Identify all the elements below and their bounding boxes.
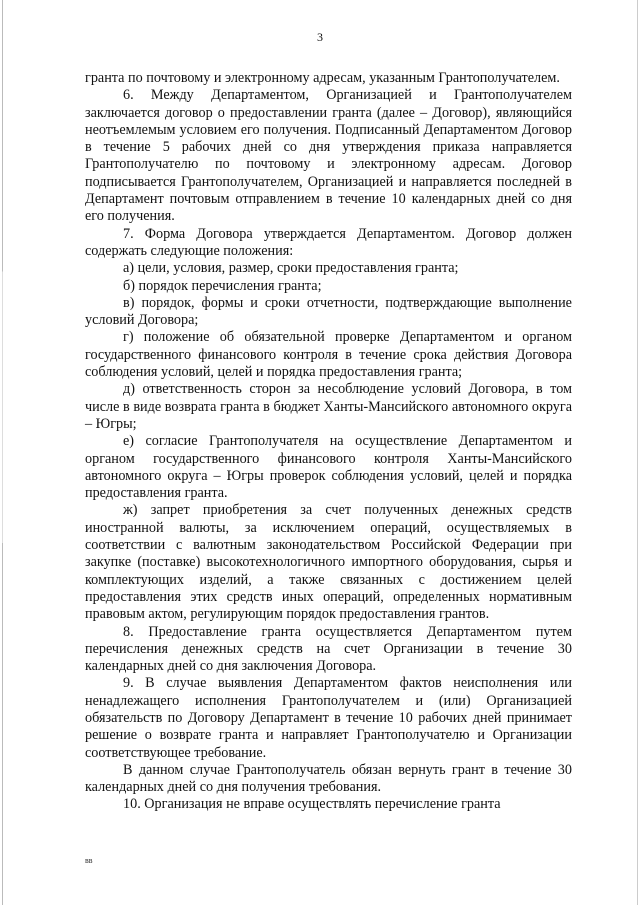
footer-mark: вв (85, 856, 93, 865)
list-item-a: а) цели, условия, размер, сроки предоставления гранта; (123, 260, 459, 277)
paragraph-9-note: В данном случае Грантополучатель обязан вернуть грант в течение 30 календарных дней со дня получения требования. (85, 761, 572, 796)
paragraph-9: 9. В случае выявления Департаментом фактов неисполнения или ненадлежащего исполнения Грантополучателем и (или) Организацией обязательств по Договору Департамент в течение 10 рабочих дней принимает решение о возврате гранта и направляет Грантополучателю и Организации соответствующее требование. (85, 675, 572, 761)
list-item-g: г) положение об обязательной проверке Департаментом и органом государственного финансового контроля в течение срока действия Договора соблюдения условий, целей и порядка предоставления гранта; (85, 329, 572, 381)
paragraph-continuation: гранта по почтовому и электронному адресам, указанным Грантополучателем. (85, 70, 560, 86)
paragraph-7: 7. Форма Договора утверждается Департаментом. Договор должен содержать следующие положения: (85, 225, 572, 259)
scan-edge-left (2, 0, 3, 905)
paragraph-8: 8. Предоставление гранта осуществляется Департаментом путем перечисления денежных средств на счет Организации в течение 30 календарных дней со дня заключения Договора. (85, 623, 572, 675)
list-item-v: в) порядок, формы и сроки отчетности, подтверждающие выполнение условий Договора; (85, 294, 572, 329)
page-number: 3 (317, 30, 323, 44)
paragraph-10: 10. Организация не вправе осуществлять перечисление гранта (123, 796, 501, 813)
list-item-e: е) согласие Грантополучателя на осуществление Департаментом и органом государственного финансового контроля Ханты-Мансийского автономного округа – Югры проверок соблюдения условий, целей и порядка предоставления гранта. (85, 433, 572, 502)
scan-edge-right (637, 0, 638, 905)
paragraph-6: 6. Между Департаментом, Организацией и Грантополучателем заключается договор о предоставлении гранта (далее – Договор), являющийся неотъемлемым условием его получения. Подписанный Департаментом Договор в течение 5 рабочих дней со дня утверждения приказа направляется Грантополучателю по почтовому и электронному адресам. Договор подписывается Грантополучателем, Организацией и направляется последней в Департамент почтовым отправлением в течение 10 календарных дней со дня его получения. (85, 87, 572, 225)
document-body (85, 70, 572, 814)
list-item-b: б) порядок перечисления гранта; (123, 277, 322, 294)
list-item-d: д) ответственность сторон за несоблюдение условий Договора, в том числе в виде возврата гранта в бюджет Ханты-Мансийского автономного округа – Югры; (85, 381, 572, 432)
list-item-zh: ж) запрет приобретения за счет полученных денежных средств иностранной валюты, за исключением операций, осуществляемых в соответствии с валютным законодательством Российской Федерации при закупке (поставке) высокотехнологичного импортного оборудования, сырья и комплектующих изделий, а также связанных с достижением целей предоставления этих средств иных операций, определенных нормативным правовым актом, регулирующим порядок предоставления грантов. (85, 502, 572, 623)
